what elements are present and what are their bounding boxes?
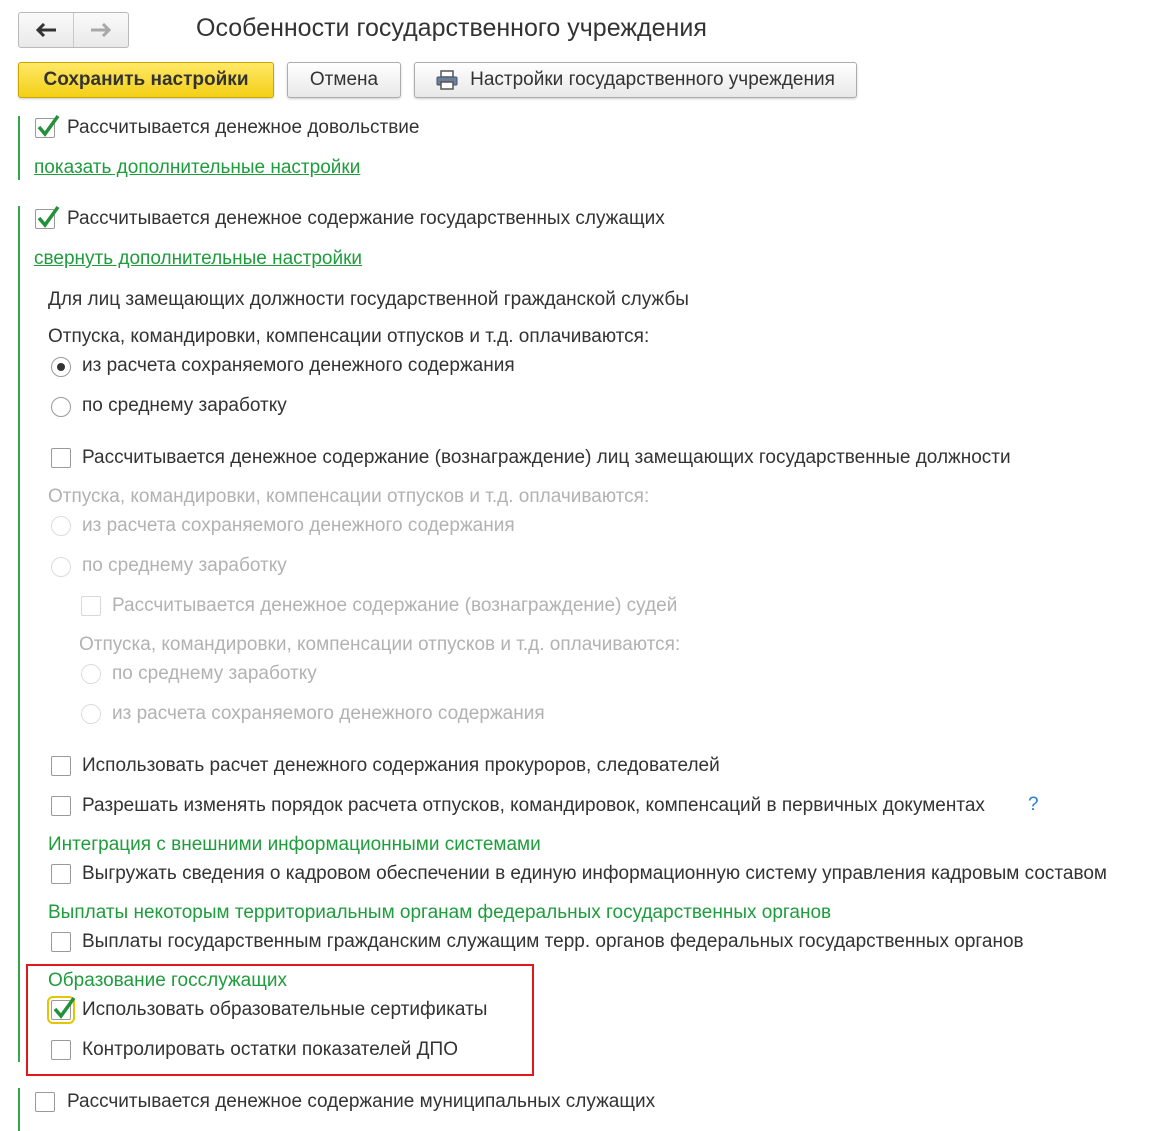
education-heading: Образование госслужащих xyxy=(48,970,287,991)
save-settings-button[interactable]: Сохранить настройки xyxy=(18,62,274,98)
back-button[interactable] xyxy=(19,13,73,47)
integration-label: Выгружать сведения о кадровом обеспечении в единую информационную систему управления кадровым составом xyxy=(82,863,1107,884)
civil-servants-label: Рассчитывается денежное содержание государственных служащих xyxy=(67,208,665,229)
prosecutors-checkbox[interactable] xyxy=(51,756,71,776)
show-more-settings-link[interactable]: показать дополнительные настройки xyxy=(34,157,361,178)
institution-settings-label: Настройки государственного учреждения xyxy=(470,69,835,90)
dpo-label: Контролировать остатки показателей ДПО xyxy=(82,1039,458,1060)
collapse-settings-link[interactable]: свернуть дополнительные настройки xyxy=(34,248,363,269)
allow-change-checkbox[interactable] xyxy=(51,796,71,816)
judges-checkbox xyxy=(81,596,101,616)
civil-radio-average-label: по среднему заработку xyxy=(82,395,287,416)
judges-radio-average xyxy=(81,664,101,684)
municipal-checkbox[interactable] xyxy=(35,1092,55,1112)
territorial-heading: Выплаты некоторым территориальным органам федеральных государственных органов xyxy=(48,902,832,923)
group2-bar xyxy=(18,206,20,1062)
prosecutors-label: Использовать расчет денежного содержания прокуроров, следователей xyxy=(82,755,720,776)
civil-service-heading: Для лиц замещающих должности государственной гражданской службы xyxy=(48,289,689,310)
civil-radio-saved-salary-label: из расчета сохраняемого денежного содержания xyxy=(82,355,515,376)
civil-pay-label: Отпуска, командировки, компенсации отпусков и т.д. оплачиваются: xyxy=(48,326,650,347)
civil-radio-average[interactable] xyxy=(51,397,71,417)
cancel-button[interactable]: Отмена xyxy=(287,62,401,98)
allowance-checkbox[interactable] xyxy=(35,118,55,138)
municipal-label: Рассчитывается денежное содержание муниципальных служащих xyxy=(67,1091,656,1112)
page-title: Особенности государственного учреждения xyxy=(196,14,707,42)
checkmark-icon xyxy=(51,995,77,1021)
integration-checkbox[interactable] xyxy=(51,864,71,884)
nav-buttons xyxy=(18,12,129,48)
allowance-label: Рассчитывается денежное довольствие xyxy=(67,117,420,138)
gov-pay-label: Отпуска, командировки, компенсации отпусков и т.д. оплачиваются: xyxy=(48,486,650,507)
checkmark-icon xyxy=(35,113,61,139)
forward-button[interactable] xyxy=(73,13,128,47)
integration-heading: Интеграция с внешними информационными системами xyxy=(48,834,541,855)
judges-pay-label: Отпуска, командировки, компенсации отпусков и т.д. оплачиваются: xyxy=(79,634,681,655)
gov-radio-saved-salary xyxy=(51,516,71,536)
judges-radio-saved-salary-label: из расчета сохраняемого денежного содержания xyxy=(112,703,545,724)
arrow-right-icon xyxy=(90,23,112,37)
judges-label: Рассчитывается денежное содержание (вознаграждение) судей xyxy=(112,595,678,616)
allow-change-label: Разрешать изменять порядок расчета отпусков, командировок, компенсаций в первичных документах xyxy=(82,795,985,816)
institution-settings-button[interactable] xyxy=(414,62,857,98)
civil-servants-checkbox[interactable] xyxy=(35,209,55,229)
checkmark-icon xyxy=(35,204,61,230)
group3-bar xyxy=(18,1088,20,1131)
gov-positions-label: Рассчитывается денежное содержание (вознаграждение) лиц замещающих государственные должности xyxy=(82,447,1011,468)
gov-positions-checkbox[interactable] xyxy=(51,448,71,468)
certificates-checkbox[interactable] xyxy=(51,1000,71,1020)
territorial-label: Выплаты государственным гражданским служащим терр. органов федеральных государственных органов xyxy=(82,931,1024,952)
arrow-left-icon xyxy=(35,23,57,37)
gov-radio-average-label: по среднему заработку xyxy=(82,555,287,576)
judges-radio-average-label: по среднему заработку xyxy=(112,663,317,684)
dpo-checkbox[interactable] xyxy=(51,1040,71,1060)
radio-selected-dot xyxy=(57,363,65,371)
certificates-label: Использовать образовательные сертификаты xyxy=(82,999,488,1020)
territorial-checkbox[interactable] xyxy=(51,932,71,952)
judges-radio-saved-salary xyxy=(81,704,101,724)
civil-radio-saved-salary[interactable] xyxy=(51,357,71,377)
gov-radio-average xyxy=(51,557,71,577)
group1-bar xyxy=(18,116,20,180)
printer-icon xyxy=(436,70,458,90)
help-icon[interactable]: ? xyxy=(1028,794,1039,815)
gov-radio-saved-salary-label: из расчета сохраняемого денежного содержания xyxy=(82,515,515,536)
